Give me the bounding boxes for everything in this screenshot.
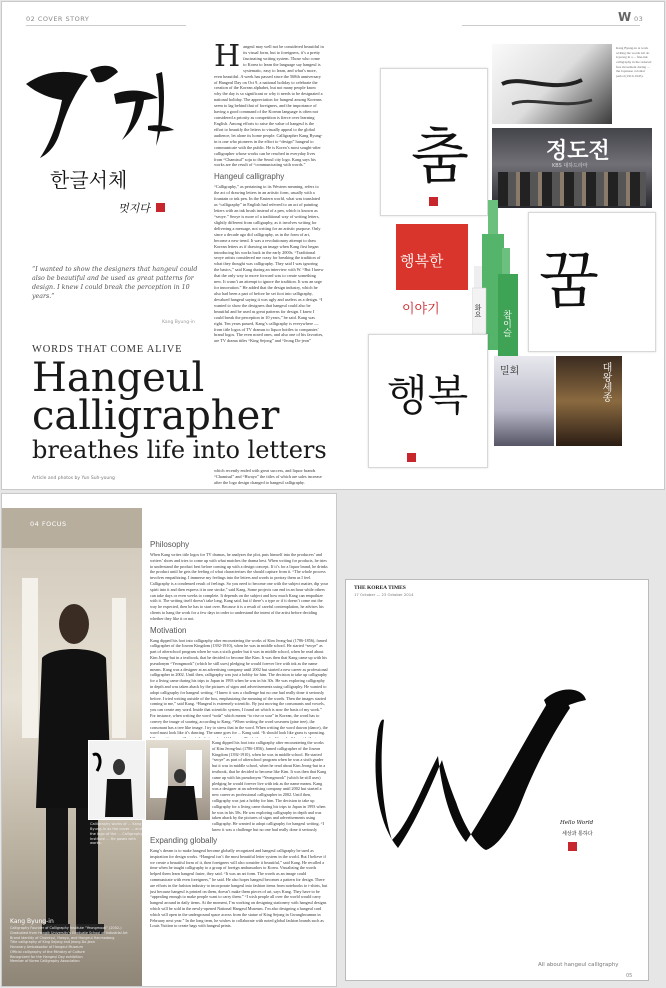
drop-cap: H: [214, 44, 241, 74]
article-body-column: [214, 44, 324, 474]
book-title: 행복한: [400, 252, 444, 270]
body-calligraphy: “Calligraphy,” as pertaining to its Western meaning, refers to the act of drawing letters in an artistic form, usually with a fountain or ink pen. In the Eastern world, what was translated as “calligraphy” in English had referred to an act of painting letters with an ink brush instead of a pen, which is known as “seoye.” Seoye is more of a traditional way of writing letters, slightly different from calligraphy, as it involves writing for delivering a message, not writing for an artistic purpose. Only since a decade ago did calligraphy, as in the form of art, become a new trend. It was a revolutionary attempt to draw Korean letters as if drawing an image when Kang first began introducing his works back in the early 2000s. “Traditional seoye artists considered me crazy for breaking the tradition of what they thought was calligraphy. They said I was ignoring the basics,” said Kang during an interview with W. “But I knew that the only way to move forward was to create something new. It wasn’t an attempt to ignore the tradition. It was an urge for innovation.” He added that the design industry, which he also had been a part of before he set foot into calligraphy, devalued hangeul saying it was ugly and useless as a design. “I wanted to show the designers that hangeul could also be beautiful and be used as great patterns for design. I knew I could break the perception in 10 years,” he said. Kang was right. Ten years passed, Kang’s calligraphy is everywhere — from title logos of TV dramas to liquor bottles to companies’ brand logos. The even noted ones, and also one of his favorites, are TV drama titles “King Sejong” and “Jeong Do-jeon”: [214, 184, 324, 344]
drama-poster-right: [556, 356, 622, 446]
body-philosophy: When Kang writes title logos for TV dramas, he analyzes the plot, puts himself into the producers’ and writers’ shoes and tries to come up with what matches the drama best. When writing for products, he tries to understand the product best before coming up with a design concept. If it’s for a liquor brand, he drinks the product until he gets the feeling of what characterizes the should capture from it. “The whole process involves empathizing. I immerse my feelings into the letters and words to portray them as I feel. Calligraphy is a condensed result of feelings. So you need to become one with the subject matter, dip your spirit into it and then express it in one stroke,” said Kang. Some projects can end in an hour while others can take days or even weeks to complete. It depends on the subject and how much Kang can empathize with it. The writing itself doesn’t take long, Kang said, but if there’s a type or if it doesn’t come out the way he expected, then he has to start over. Because it is a result of careful contemplation, he advises his clients to hang the work for a few days in order to understand the intent of the artist before deciding whether they like it or not.: [150, 552, 328, 621]
w-logo: W: [618, 10, 632, 24]
red-seal: [156, 203, 165, 212]
subhead-expanding: Expanding globally: [150, 836, 218, 845]
profile-name: Kang Byung-in: [10, 918, 54, 925]
subhead-hangeul-calligraphy: Hangeul calligraphy: [214, 172, 285, 182]
folio-bottom: 04 FOCUS: [30, 520, 67, 528]
folio-left: 02 COVER STORY: [26, 15, 90, 23]
w-calligraphy-art: [370, 672, 590, 852]
profile-line: Honorary Ambassador of Hangeul Museum: [10, 945, 83, 950]
drama-poster: [492, 128, 652, 208]
article-body-end: which recently ended with great success, and liquor brands “Chamisul” and “Hwayo” the titles of which are sales increase after the logo design changed to hangeul calligraphy.: [214, 468, 322, 485]
photo-artist-writing: [492, 44, 612, 124]
small-seal: [568, 842, 577, 851]
calligraphy-logo-art: [18, 54, 178, 164]
pull-quote: “I wanted to show the designers that hangeul could also be beautiful and be used as great patterns for design. I knew I could break the perception in 10 years.”: [32, 266, 198, 301]
artwork-card-2: [528, 212, 656, 352]
small-calligraphy: Hello World: [560, 820, 594, 826]
folio-rule: [26, 25, 186, 26]
headline-line-3: breathes life into letters: [32, 436, 327, 464]
artwork-2-glyph: 꿈: [539, 244, 599, 317]
folio-rule-right: [462, 25, 640, 26]
profile-line: Member of Korea Calligraphy Association: [10, 959, 80, 964]
artwork-1-glyph: 춤: [411, 122, 469, 192]
byline: Article and photos by Yun Suh-young: [32, 476, 115, 481]
motivation-cont-column: Kang dipped his foot into calligraphy after encountering the works of Kim Jeong-hui (1786-1856), famed calligrapher of the Joseon Kingdom (1392-1910), when he was in middle school. He started “seoye” as part of afterschool program when he was a sixth grader but it was in middle school, when he read about Kim Jeong-hui in a textbook, that he decided to become like Kim. It was then that Kang came up with his pseudonym “Yeongmook” (which he still uses) pledging he would forever live with ink as the name means. Kang was a designer at an advertising company until 2002 but started a new career as professional calligrapher in 2002. Until then, calligraphy was just a hobby for him. The decision to take up calligraphy for a living came during his trips to Japan in 1993 when he was in his 30s. He was exploring calligraphy in depth and was taken aback by the pictures of signs and advertisements using calligraphy. He wanted to adopt calligraphy for hangeul writing. “I knew it was a challenge but no one had really done it seriously: [212, 740, 327, 832]
body-motivation: Kang dipped his foot into calligraphy after encountering the works of Kim Jeong-hui (1786-1856), famed calligrapher of the Joseon Kingdom (1392-1910), when he was in middle school. He started “seoye” as part of afterschool program when he was a sixth grader but it was in middle school, when he read about Kim Jeong-hui in a textbook, that he decided to become like Kim. It was then that Kang came up with his pseudonym “Yeongmook” (which he still uses) pledging he would forever live with ink as the name means. Kang was a designer at an advertising company until 2002 but started a new career as professional calligrapher in 2002. Until then, calligraphy was just a hobby for him. The decision to take up calligraphy for a living came during his trips to Japan in 1993 when he was in his 30s. He was exploring calligraphy in depth and was taken aback by the pictures of signs and advertisements using calligraphy. He wanted to adopt calligraphy for hangeul writing. “I knew it was a challenge but no one had really done it seriously before. I tried writing outside of the box, emphasizing the meaning of the words. Then the images started coming to me,” said Kang. “Hangeul is extremely scientific. By just moving the consonants and vowels, you can create any word. Inside that scientific system, I found art which is now the basis of my work.” For instance, when writing the word “soda” which means “to rise or soar” in Korean, the word has to convey the image of soaring, according to Kang. “When writing the word soseureu (pine tree), the consonant has a tree like image. I try to stress that in the word. When writing the word dawon (dance), the word must look like it’s dancing. The same goes for ... Kang said. “It should look like grass is sprouting.: [150, 637, 328, 736]
bottom-right-page: [345, 579, 649, 981]
profile-list: [10, 926, 140, 964]
drama-poster-left: [494, 356, 554, 446]
headline-line-2: calligrapher: [32, 393, 280, 439]
folio-right: 03: [634, 15, 644, 23]
bottom-left-page: [2, 494, 336, 986]
inset-caption: Calligraphy works of ... Kang Byung-in as the cover ... and the logo of the ... Calligraphy Institute ... He poses with works.: [90, 822, 143, 846]
calligraphy-logo-sub: 한글서체: [50, 168, 128, 192]
book-cover: [396, 224, 468, 326]
drama-poster-title: 정도전: [546, 138, 610, 164]
expanding-column: [150, 832, 328, 982]
headline-line-1: Hangeul: [32, 355, 205, 401]
profile-line: Brand identity of Chamisul, Hwayo, and Hangeul Hanmadang: [10, 935, 115, 940]
liquor-label: 화요: [474, 304, 482, 318]
small-calligraphy-2: 세상과 통하다: [562, 831, 593, 837]
profile-line: Recognized for the Hangeul Day exhibition: [10, 954, 83, 959]
subhead-philosophy: Philosophy: [150, 540, 190, 549]
photo-caption: Kang Byung-in at work writing the words Gil do Gyeong in a ... fine-ink calligraphy in the reduced free movement during ... the Japanese colonial period (1910-1945).: [616, 46, 652, 79]
soju-label: 참이슬: [501, 310, 511, 337]
drama-poster-sub: KBS 대하드라마: [552, 163, 588, 169]
book-sub: 이야기: [402, 302, 440, 317]
kicker: WORDS THAT COME ALIVE: [32, 344, 183, 355]
artwork-3-seal: [407, 453, 416, 462]
artwork-card-1: [380, 68, 488, 216]
inset-photo-1: [88, 740, 146, 820]
quote-author: Kang Byung-in: [162, 320, 195, 325]
profile-line: Title calligraphy of King Sejong and Jeong Do-jeon: [10, 940, 95, 945]
inset-photo-2: [146, 740, 210, 820]
top-spread: [2, 2, 664, 489]
artwork-card-3: [368, 334, 488, 468]
drama-right-title: 대왕세종: [600, 362, 611, 402]
page-number: 05: [626, 973, 633, 979]
subhead-motivation: Motivation: [150, 625, 187, 635]
signature: 멋지다: [118, 202, 150, 215]
artwork-3-glyph: 행복: [387, 371, 469, 420]
issue-date: 17 October — 23 October 2014: [354, 592, 414, 597]
artwork-1-seal: [429, 197, 438, 206]
masthead: THE KOREA TIMES: [354, 585, 406, 591]
profile-line: Official calligraphy of the Ministry of Culture: [10, 949, 85, 954]
profile-line: Graduated from Hongik University’s Graduate School of Industrial Art: [10, 930, 128, 935]
philosophy-motivation-column: [150, 536, 328, 738]
profile-line: Calligraphy Founder of Calligraphy Institute “Yeongmook” (2002-): [10, 926, 122, 930]
drama-left-title: 밀회: [500, 366, 520, 377]
footer-tagline: All about hangeul calligraphy: [538, 962, 619, 968]
body-global: Kang’s dream is to make hangeul become globally recognized and hangeul calligraphy be used as inspiration for design works. “Hangeul isn’t the most beautiful letter system in the world. But I believe if we create a beautiful form of it, then foreigners will also consider it beautiful,” said Kang. He recalled a time when he taught calligraphy to a group of foreign ambassadors to Korea. Visualizing the words helped them learn hangeul faster, they said. “It was an art form. The words as an image could communicate with even foreigners,” he said. He also hopes hangeul becomes a pattern for design. There are efforts in the fashion industry to incorporate hangeul into fashion items from notebooks to t-shirts, but just because hangeul is printed on them, doesn’t make them pieces of art, says Kang. They have to be “appealing enough to make people want to carry them.” “I wish people all over the world would carry hangeul around in daily items. At the moment, I’m working on designing stationery with hangeul designs which will be sold in the newly-opened National Hangeul Museum. I’m also designing a hangeul card which will open in the underground space across from the statue of King Sejong in Gwanghwamun in February next year.” In the long term, he wishes to collaborate with noted global fashion brands such as Louis Vuitton to create bags with hangeul prints.: [150, 848, 328, 929]
body-intro: angeul may well not be considered beautiful in its visual form, but to foreigners, it’s a pretty fascinating writing system. Those who come to Korea to learn the language say hangeul is systematic, easy to learn, and what’s more, even beautiful. A week has passed since the 568th anniversary of Hangeul Day on Oct 9, a national holiday to celebrate the creation of the Korean alphabet, but not many people know why the day is so significant or why it needs to be designated a national holiday. The appreciation for hangeul among Koreans seem to lag behind that of foreigners, and the importance of having a good command of the Korean language is often not considered a priority as competition is fierce over learning English. Among efforts to raise the value of hangeul is the effort to beautify the letters to visually appeal to the global audience, let alone its home people. Calligrapher Kang Byung-in is one who pioneers in the effort to “design” hangeul to communicate with the public. He is Korea’s most sought-after calligrapher whose works can be reached in everyday lives from “Chamisul” soju to the Seoul city logo. Kang says his works are the result of “communicating with words.”: [214, 44, 324, 168]
